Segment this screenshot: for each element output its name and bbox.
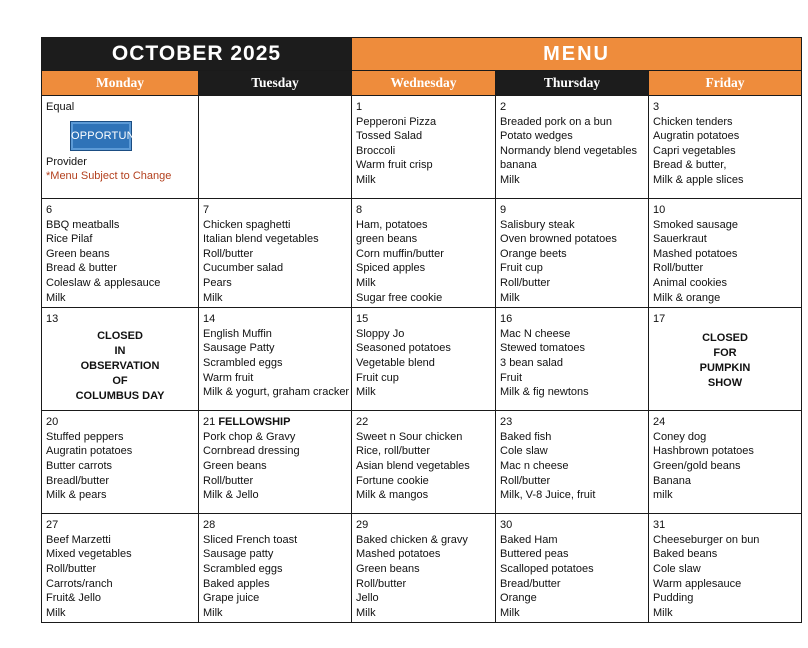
menu-item: Baked Ham [500, 533, 558, 546]
menu-item: Bread/butter [500, 577, 561, 590]
menu-item: Milk [653, 606, 673, 619]
menu-calendar [41, 37, 802, 623]
menu-disclaimer: *Menu Subject to Change [46, 170, 172, 183]
menu-item: Milk [46, 291, 66, 304]
menu-item: Milk & Jello [203, 489, 259, 502]
menu-item: Milk [203, 291, 223, 304]
menu-item: Stewed tomatoes [500, 342, 586, 355]
menu-item: Milk & fig newtons [500, 386, 589, 399]
day-cell-empty [199, 96, 352, 199]
day-cell [496, 514, 649, 623]
menu-item: BBQ meatballs [46, 218, 120, 231]
menu-item: Roll/butter [500, 276, 551, 289]
menu-item: Tossed Salad [356, 130, 423, 143]
day-number-line [500, 518, 644, 533]
menu-item: Sausage patty [203, 548, 274, 561]
menu-item: Ham, potatoes [356, 218, 428, 231]
notice-line-provider: Provider [46, 155, 87, 168]
menu-item: Mashed potatoes [653, 247, 738, 260]
menu-item: Carrots/ranch [46, 577, 113, 590]
day-number-line [653, 312, 797, 327]
menu-item: Fortune cookie [356, 474, 429, 487]
day-number: 13 [46, 313, 59, 326]
menu-item: Roll/butter [203, 474, 254, 487]
menu-item: Roll/butter [356, 577, 407, 590]
menu-item: Milk & yogurt, graham cracker [203, 386, 350, 399]
month-title: OCTOBER 2025 [42, 38, 352, 71]
menu-item: Beef Marzetti [46, 533, 111, 546]
menu-item: Augratin potatoes [653, 130, 740, 143]
day-cell [352, 199, 496, 308]
menu-item: Salisbury steak [500, 218, 575, 231]
menu-item: Green beans [203, 459, 267, 472]
weekday-wednesday: Wednesday [352, 71, 496, 96]
menu-item: green beans [356, 233, 418, 246]
menu-item: Cole slaw [500, 445, 548, 458]
closed-notice-line: PUMPKIN [699, 361, 751, 374]
menu-item: Broccoli [356, 144, 396, 157]
menu-item: Sugar free cookie [356, 291, 443, 304]
day-number: 2 [500, 101, 507, 113]
menu-item: Warm applesauce [653, 577, 742, 590]
day-number: 10 [653, 204, 666, 216]
day-cell [496, 199, 649, 308]
menu-item: Scrambled eggs [203, 562, 283, 575]
menu-item: Breadl/butter [46, 474, 109, 487]
menu-item: Fruit cup [500, 262, 543, 275]
menu-item: 3 bean salad [500, 356, 564, 369]
notice-cell [42, 96, 199, 199]
day-number: 6 [46, 204, 53, 216]
closed-notice-line: OBSERVATION [80, 359, 160, 372]
menu-item: Coney dog [653, 430, 707, 443]
day-cell [42, 514, 199, 623]
menu-item: Hashbrown potatoes [653, 445, 754, 458]
menu-item: Roll/butter [46, 562, 97, 575]
menu-item: Cornbread dressing [203, 445, 300, 458]
day-number-line [653, 203, 797, 218]
menu-item: Cole slaw [653, 562, 701, 575]
weekday-tuesday: Tuesday [199, 71, 352, 96]
day-number-line [653, 518, 797, 533]
menu-item: Pork chop & Gravy [203, 430, 296, 443]
menu-item: Mixed vegetables [46, 548, 132, 561]
closed-notice-line: OF [112, 374, 128, 387]
weekday-thursday: Thursday [496, 71, 649, 96]
day-number-line [203, 518, 347, 533]
menu-item: Pepperoni Pizza [356, 115, 437, 128]
day-number: 23 [500, 416, 513, 429]
week-row-3 [42, 308, 802, 411]
menu-item: Rice, roll/butter [356, 445, 430, 458]
menu-item: Roll/butter [203, 247, 254, 260]
day-number: 14 [203, 313, 216, 326]
menu-item: Butter carrots [46, 459, 113, 472]
menu-item: Green/gold beans [653, 459, 741, 472]
menu-item: Bread & butter [46, 262, 117, 275]
menu-item: Potato wedges [500, 130, 573, 143]
day-number-line [356, 203, 491, 218]
closed-notice-line: FOR [713, 346, 737, 359]
weekday-friday: Friday [649, 71, 802, 96]
closed-notice-line: CLOSED [97, 329, 143, 342]
day-cell [352, 96, 496, 199]
closed-notice-line: CLOSED [702, 331, 748, 344]
menu-item: Bread & butter, [653, 159, 727, 172]
menu-item: Roll/butter [500, 474, 551, 487]
menu-item: Banana [653, 474, 691, 487]
day-number-line [203, 203, 347, 218]
menu-item: Sausage Patty [203, 342, 275, 355]
day-cell [649, 199, 802, 308]
menu-item: Baked fish [500, 430, 552, 443]
day-number: 24 [653, 416, 666, 429]
menu-item: Scalloped potatoes [500, 562, 594, 575]
menu-item: Jello [356, 592, 379, 605]
menu-item: Chicken tenders [653, 115, 733, 128]
day-cell [496, 96, 649, 199]
menu-item: Capri vegetables [653, 144, 736, 157]
menu-item: Corn muffin/butter [356, 247, 444, 260]
week-row-1 [42, 96, 802, 199]
menu-item: Sliced French toast [203, 533, 298, 546]
menu-item: Sauerkraut [653, 233, 707, 246]
weekday-header-row [42, 71, 802, 96]
closed-notice [46, 329, 194, 404]
menu-item: Spiced apples [356, 262, 426, 275]
menu-item: Cheeseburger on bun [653, 533, 760, 546]
day-number: 16 [500, 313, 513, 326]
menu-item: Asian blend vegetables [356, 459, 470, 472]
day-number-line [356, 100, 491, 115]
day-number-line [46, 203, 194, 218]
menu-item: Orange [500, 592, 537, 605]
equal-opportunity-logo: OPPORTUNITY [70, 121, 132, 151]
menu-item: Milk [203, 606, 223, 619]
day-cell [42, 308, 199, 411]
day-number: 20 [46, 416, 59, 429]
menu-item: Warm fruit crisp [356, 159, 433, 172]
menu-item: Milk [356, 173, 376, 186]
menu-item: Buttered peas [500, 548, 569, 561]
menu-item: Chicken spaghetti [203, 218, 291, 231]
day-number-line [203, 415, 347, 430]
day-number-line [500, 100, 644, 115]
day-cell [496, 411, 649, 514]
day-number: 27 [46, 519, 59, 532]
menu-item: Stuffed peppers [46, 430, 124, 443]
day-cell [352, 514, 496, 623]
menu-item: Milk & apple slices [653, 173, 744, 186]
menu-item: Augratin potatoes [46, 445, 133, 458]
day-number: 8 [356, 204, 363, 216]
menu-item: Cucumber salad [203, 262, 284, 275]
menu-item: Mac N cheese [500, 327, 571, 340]
day-cell [42, 199, 199, 308]
menu-item: Milk, V-8 Juice, fruit [500, 489, 596, 502]
day-cell [649, 96, 802, 199]
menu-title: MENU [352, 38, 802, 71]
day-number-line [653, 415, 797, 430]
closed-notice-line: COLUMBUS DAY [75, 389, 165, 402]
day-cell [352, 411, 496, 514]
menu-item: Pudding [653, 592, 694, 605]
menu-item: Rice Pilaf [46, 233, 93, 246]
day-number-line [500, 312, 644, 327]
menu-item: Fruit [500, 371, 523, 384]
menu-item: Italian blend vegetables [203, 233, 319, 246]
menu-item: milk [653, 489, 673, 502]
day-number-line [46, 312, 194, 327]
day-number-line [356, 312, 491, 327]
menu-item: Smoked sausage [653, 218, 739, 231]
menu-item: Mashed potatoes [356, 548, 441, 561]
day-cell [199, 308, 352, 411]
menu-item: Milk [500, 606, 520, 619]
week-row-5 [42, 514, 802, 623]
menu-item: Normandy blend vegetables [500, 144, 637, 157]
menu-item: Sloppy Jo [356, 327, 405, 340]
menu-item: Milk [356, 606, 376, 619]
week-row-2 [42, 199, 802, 308]
day-number: 17 [653, 313, 666, 326]
day-number-line [203, 312, 347, 327]
day-number: 1 [356, 101, 363, 113]
day-number: 28 [203, 519, 216, 532]
day-number-line [653, 100, 797, 115]
menu-item: Milk [356, 276, 376, 289]
menu-item: Coleslaw & applesauce [46, 276, 161, 289]
day-cell [42, 411, 199, 514]
day-number-line [356, 518, 491, 533]
menu-item: Grape juice [203, 592, 260, 605]
menu-item: Orange beets [500, 247, 567, 260]
menu-item: Roll/butter [653, 262, 704, 275]
day-number: 3 [653, 101, 660, 113]
menu-item: Vegetable blend [356, 356, 435, 369]
menu-item: Milk [500, 173, 520, 186]
day-number: 22 [356, 416, 369, 429]
menu-item: Milk & pears [46, 489, 107, 502]
day-number-line [500, 203, 644, 218]
menu-item: banana [500, 159, 537, 172]
menu-item: Milk [356, 386, 376, 399]
notice-line-equal: Equal [46, 101, 75, 113]
day-number-line [46, 518, 194, 533]
menu-item: Fruit& Jello [46, 592, 102, 605]
menu-item: Seasoned potatoes [356, 342, 451, 355]
menu-item: Scrambled eggs [203, 356, 283, 369]
menu-item: Warm fruit [203, 371, 254, 384]
menu-item: Fruit cup [356, 371, 399, 384]
day-cell [352, 308, 496, 411]
day-number: 31 [653, 519, 666, 532]
menu-item: Milk & mangos [356, 489, 429, 502]
day-cell [199, 199, 352, 308]
day-cell [649, 411, 802, 514]
day-number: 29 [356, 519, 369, 532]
closed-notice-line: IN [114, 344, 126, 357]
menu-item: Oven browned potatoes [500, 233, 617, 246]
menu-item: Milk & orange [653, 291, 721, 304]
day-number: 15 [356, 313, 369, 326]
menu-item: Baked chicken & gravy [356, 533, 468, 546]
day-number: 7 [203, 204, 210, 216]
menu-item: Pears [203, 276, 232, 289]
menu-item: English Muffin [203, 327, 272, 340]
day-number-line [500, 415, 644, 430]
menu-item: Animal cookies [653, 276, 727, 289]
weekday-monday: Monday [42, 71, 199, 96]
day-cell [649, 514, 802, 623]
menu-item: Green beans [46, 247, 110, 260]
day-number: 21 [203, 416, 216, 429]
day-number-line [46, 415, 194, 430]
menu-item: Baked beans [653, 548, 718, 561]
menu-item: Mac n cheese [500, 459, 569, 472]
title-row [42, 38, 802, 71]
day-cell [496, 308, 649, 411]
menu-item: Green beans [356, 562, 420, 575]
menu-item: Milk [46, 606, 66, 619]
week-row-4 [42, 411, 802, 514]
menu-item: Milk [500, 291, 520, 304]
menu-item: Sweet n Sour chicken [356, 430, 463, 443]
day-number: 9 [500, 204, 507, 216]
menu-item: Breaded pork on a bun [500, 115, 612, 128]
closed-notice [653, 331, 797, 391]
day-cell [199, 411, 352, 514]
event-tag: FELLOWSHIP [218, 416, 291, 429]
day-cell [199, 514, 352, 623]
day-cell [649, 308, 802, 411]
day-number-line [356, 415, 491, 430]
menu-item: Baked apples [203, 577, 270, 590]
day-number: 30 [500, 519, 513, 532]
closed-notice-line: SHOW [707, 376, 743, 389]
